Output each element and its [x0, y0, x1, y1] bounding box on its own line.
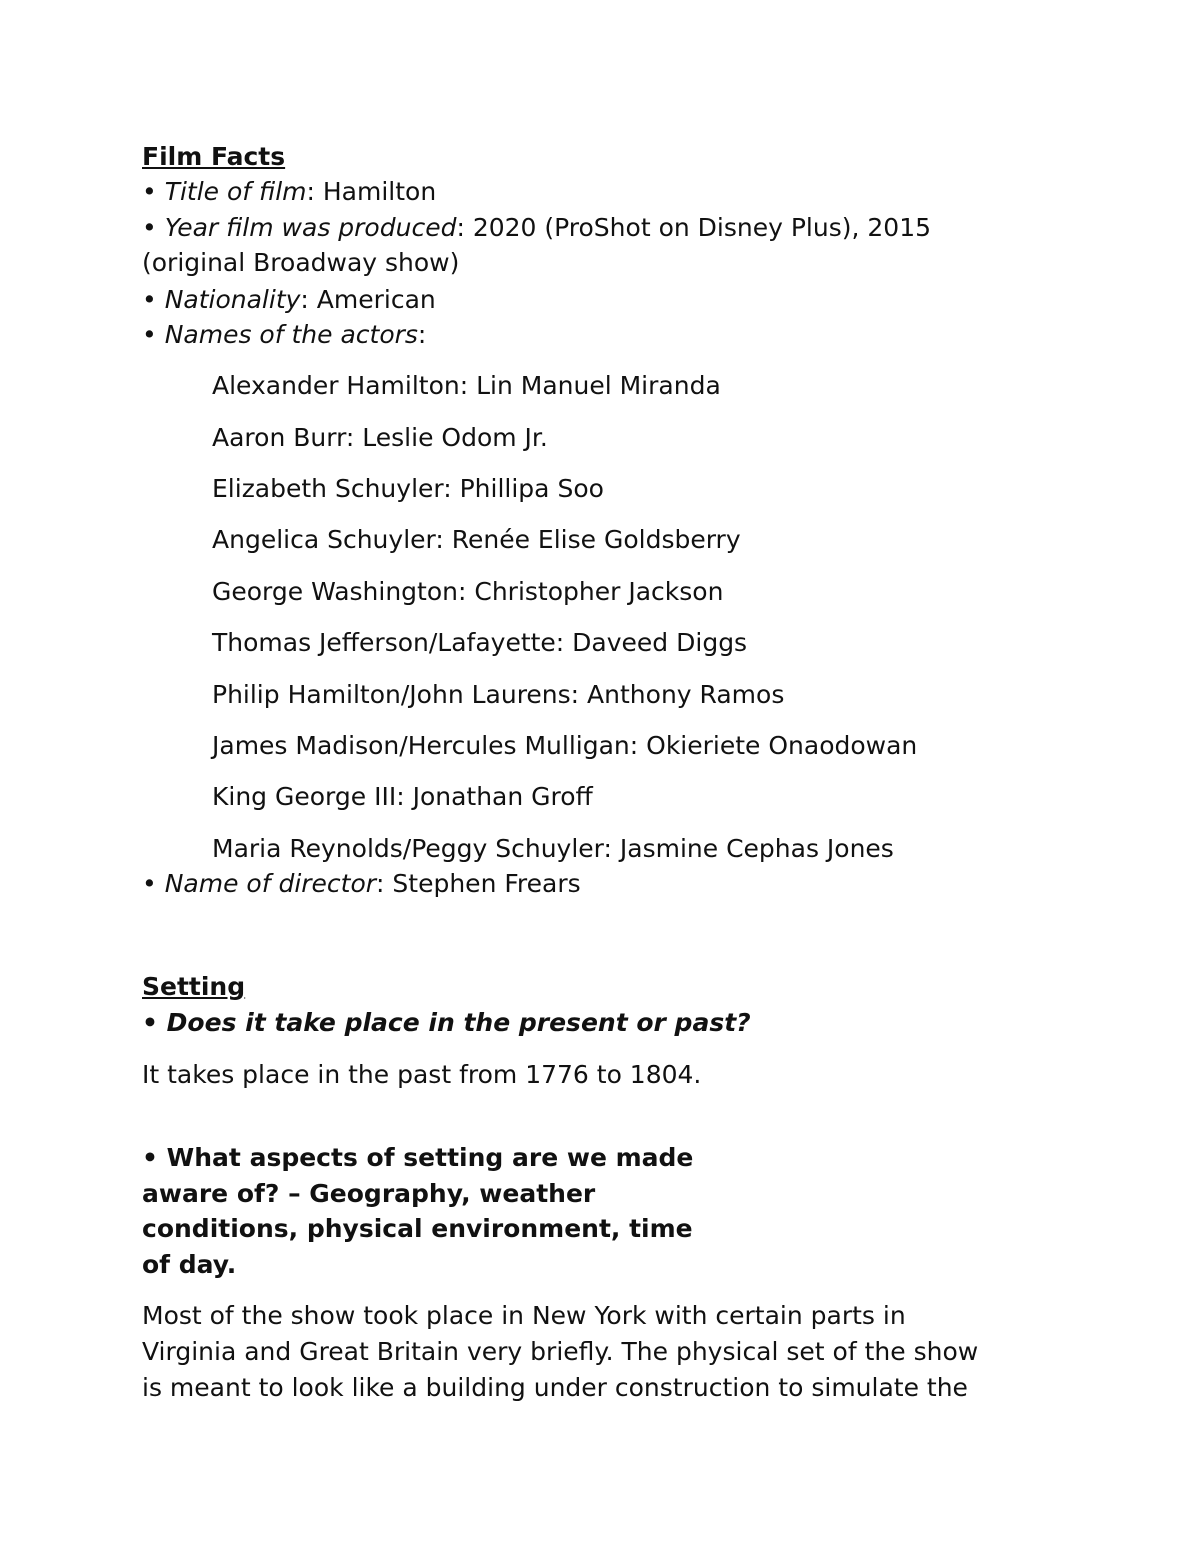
bullet: • [142, 320, 157, 349]
setting-heading: Setting [142, 972, 246, 1001]
director-value: : Stephen Frears [376, 869, 581, 898]
nationality-value: : American [300, 285, 436, 314]
year-value-continuation: (original Broadway show) [142, 248, 460, 277]
actors-item [142, 318, 426, 352]
title-of-film-item [142, 175, 436, 209]
setting-answer-2-line: Most of the show took place in New York with certain parts in [142, 1301, 906, 1330]
bullet: • [142, 213, 157, 242]
actor-entry: George Washington: Christopher Jackson [212, 577, 724, 606]
title-value: : Hamilton [306, 177, 437, 206]
setting-answer-2-line: Virginia and Great Britain very briefly. The physical set of the show [142, 1337, 979, 1366]
actors-label: Names of the actors [164, 320, 418, 349]
director-label: Name of director [164, 869, 377, 898]
actor-entry: Thomas Jefferson/Lafayette: Daveed Diggs [212, 628, 748, 657]
actor-entry: Angelica Schuyler: Renée Elise Goldsberry [212, 525, 741, 554]
actor-entry: Elizabeth Schuyler: Phillipa Soo [212, 474, 604, 503]
setting-answer-1: It takes place in the past from 1776 to 1804. [142, 1060, 702, 1089]
actor-entry: Alexander Hamilton: Lin Manuel Miranda [212, 371, 721, 400]
director-item [142, 867, 581, 901]
actor-entry: Aaron Burr: Leslie Odom Jr. [212, 423, 548, 452]
bullet: • [142, 285, 157, 314]
bullet: • [142, 869, 157, 898]
year-label: Year film was produced [164, 213, 457, 242]
setting-question-1: • Does it take place in the present or past? [142, 1008, 751, 1037]
setting-question-2-line: • What aspects of setting are we made [142, 1143, 694, 1172]
actor-entry: James Madison/Hercules Mulligan: Okieriete Onaodowan [212, 731, 918, 760]
film-facts-heading: Film Facts [142, 142, 286, 171]
actor-entry: Philip Hamilton/John Laurens: Anthony Ramos [212, 680, 785, 709]
setting-answer-2-line: is meant to look like a building under construction to simulate the [142, 1373, 968, 1402]
setting-question-2-line: conditions, physical environment, time [142, 1214, 693, 1243]
bullet: • [142, 177, 157, 206]
setting-question-2-line: of day. [142, 1250, 237, 1279]
title-label: Title of film [164, 177, 307, 206]
nationality-item [142, 283, 436, 317]
setting-question-2-line: aware of? – Geography, weather [142, 1179, 596, 1208]
year-value: : 2020 (ProShot on Disney Plus), 2015 [456, 213, 932, 242]
nationality-label: Nationality [164, 285, 301, 314]
year-produced-item [142, 211, 931, 245]
actor-entry: Maria Reynolds/Peggy Schuyler: Jasmine Cephas Jones [212, 834, 894, 863]
actor-entry: King George III: Jonathan Groff [212, 782, 593, 811]
actors-colon: : [417, 320, 427, 349]
